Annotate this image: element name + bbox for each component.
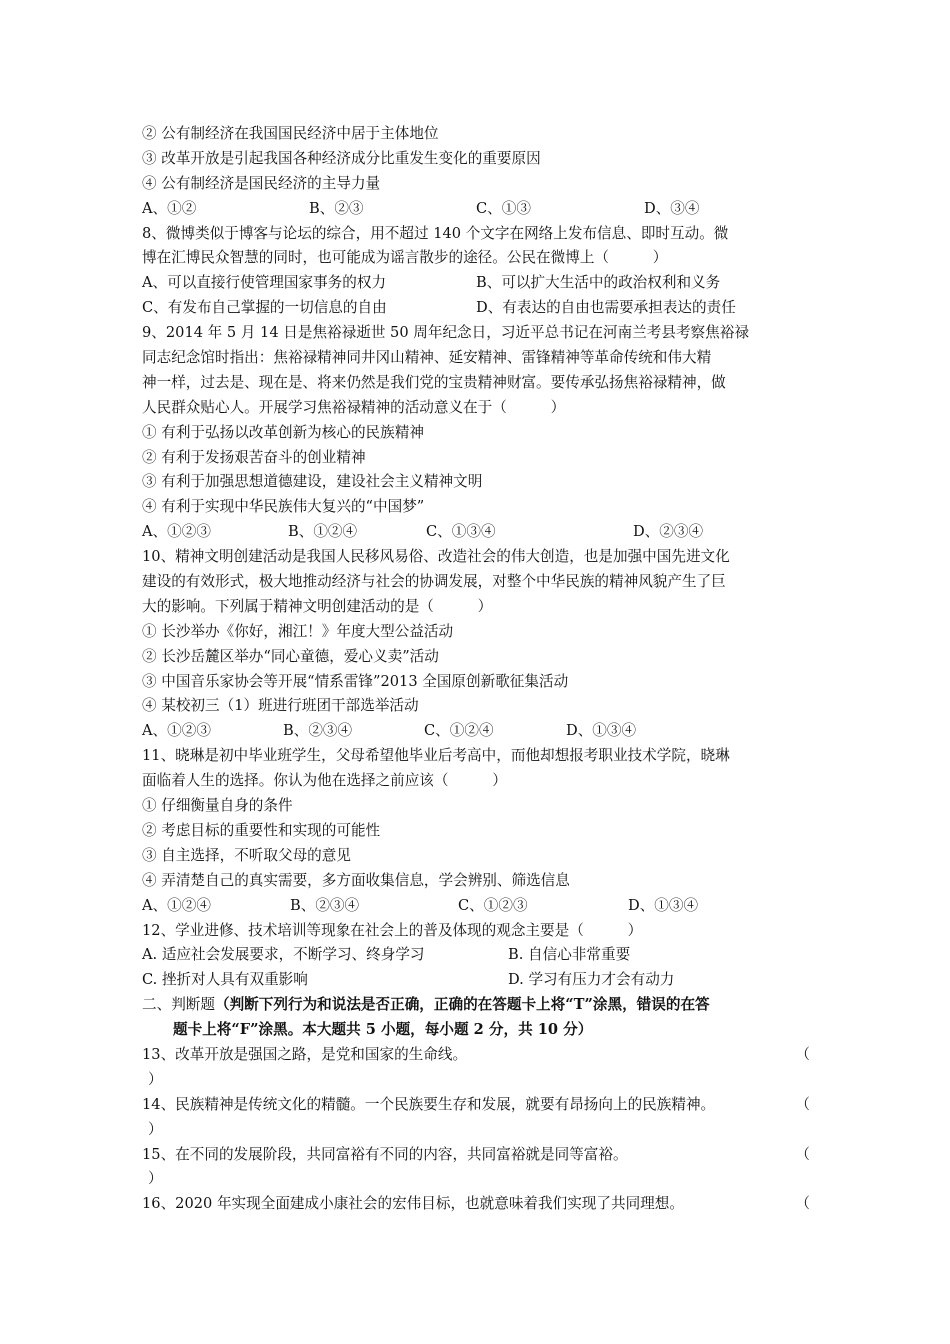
q8-stem-line-1: 8、微博类似于博客与论坛的综合，用不超过 140 个文字在网络上发布信息、即时互动。微 [142,224,729,242]
q9-item-1: ① 有利于弘扬以改革创新为核心的民族精神 [142,423,424,441]
judgment-15-open-paren: （ [795,1145,810,1163]
judgment-13-text: 13、改革开放是强国之路，是党和国家的生命线。 [142,1045,468,1063]
q11-item-3: ③ 自主选择，不听取父母的意见 [142,846,351,864]
judgment-14-text: 14、民族精神是传统文化的精髓。一个民族要生存和发展，就要有昂扬向上的民族精神。 [142,1095,716,1113]
q10-stem-line-2: 建设的有效形式，极大地推动经济与社会的协调发展，对整个中华民族的精神风貌产生了巨 [142,573,726,591]
q10-option-d: D、①③④ [566,722,637,740]
section-2-label: 二、判断题 [142,996,215,1014]
q10-option-a: A、①②③ [142,722,211,740]
q11-stem-line-1: 11、晓琳是初中毕业班学生，父母希望他毕业后考高中，而他却想报考职业技术学院，晓琳 [142,747,730,765]
judgment-14 [142,1093,812,1118]
q10-stem-line-1: 10、精神文明创建活动是我国人民移风易俗、改造社会的伟大创造，也是加强中国先进文化 [142,548,730,566]
q10-options [142,719,812,744]
q10-item-2: ② 长沙岳麓区举办“同心童德，爱心义卖”活动 [142,647,439,665]
q11-options [142,894,812,919]
q9-option-b: B、①②④ [288,523,358,541]
judgment-16 [142,1192,812,1217]
section-2-instruction-2: 题卡上将“F”涂黑。本大题共 5 小题，每小题 2 分，共 10 分） [173,1021,593,1039]
q8-options-row-1 [142,271,812,296]
q9-item-2: ② 有利于发扬艰苦奋斗的创业精神 [142,448,366,466]
q12-stem: 12、学业进修、技术培训等现象在社会上的普及体现的观念主要是（ ） [142,921,643,939]
section-2-instruction-1: （判断下列行为和说法是否正确，正确的在答题卡上将“T”涂黑，错误的在答 [214,996,710,1014]
judgment-14-close-paren: ） [148,1120,163,1138]
q9-option-a: A、①②③ [142,523,211,541]
q11-item-2: ② 考虑目标的重要性和实现的可能性 [142,821,381,839]
q11-option-a: A、①②④ [142,896,211,914]
q8-option-d: D、有表达的自由也需要承担表达的责任 [476,299,736,317]
q10-stem-line-3: 大的影响。下列属于精神文明创建活动的是（ ） [142,597,493,615]
q9-stem-line-2: 同志纪念馆时指出：焦裕禄精神同井冈山精神、延安精神、雷锋精神等革命传统和伟大精 [142,349,712,367]
q11-stem-line-2: 面临着人生的选择。你认为他在选择之前应该（ ） [142,772,507,790]
q9-stem-line-1: 9、2014 年 5 月 14 日是焦裕禄逝世 50 周年纪念日，习近平总书记在河南兰考县考察焦裕禄 [142,324,749,342]
judgment-15 [142,1143,812,1168]
judgment-16-text: 16、2020 年实现全面建成小康社会的宏伟目标，也就意味着我们实现了共同理想。 [142,1195,684,1213]
q7-item-4: ④ 公有制经济是国民经济的主导力量 [142,174,381,192]
q9-options [142,520,812,545]
q9-item-3: ③ 有利于加强思想道德建设，建设社会主义精神文明 [142,473,483,491]
judgment-16-open-paren: （ [795,1195,810,1213]
q9-stem-line-3: 神一样，过去是、现在是、将来仍然是我们党的宝贵精神财富。要传承弘扬焦裕禄精神，做 [142,373,726,391]
q9-option-c: C、①③④ [426,523,496,541]
q11-option-b: B、②③④ [290,896,360,914]
q11-option-c: C、①②③ [458,896,528,914]
judgment-15-close-paren: ） [148,1170,163,1188]
q12-option-a: A. 适应社会发展要求，不断学习、终身学习 [142,946,425,964]
q10-item-3: ③ 中国音乐家协会等开展“情系雷锋”2013 全国原创新歌征集活动 [142,672,569,690]
q12-options-row-1 [142,943,812,968]
q7-option-b: B、②③ [309,199,364,217]
q12-options-row-2 [142,968,812,993]
judgment-15-text: 15、在不同的发展阶段，共同富裕有不同的内容，共同富裕就是同等富裕。 [142,1145,628,1163]
q11-option-d: D、①③④ [628,896,699,914]
q11-item-4: ④ 弄清楚自己的真实需要，多方面收集信息，学会辨别、筛选信息 [142,871,570,889]
q8-option-b: B、可以扩大生活中的政治权利和义务 [476,274,721,292]
exam-page [142,122,812,1217]
judgment-14-open-paren: （ [795,1095,810,1113]
q11-item-1: ① 仔细衡量自身的条件 [142,797,293,815]
q10-item-1: ① 长沙举办《你好，湘江！》年度大型公益活动 [142,622,454,640]
q9-item-4: ④ 有利于实现中华民族伟大复兴的“中国梦” [142,498,425,516]
q7-item-3: ③ 改革开放是引起我国各种经济成分比重发生变化的重要原因 [142,149,541,167]
q7-option-a: A、①② [142,199,197,217]
q9-option-d: D、②③④ [633,523,704,541]
section-2-header [142,993,812,1018]
q8-options-row-2 [142,296,812,321]
q8-option-a: A、可以直接行使管理国家事务的权力 [142,274,387,292]
judgment-13 [142,1043,812,1068]
judgment-13-close-paren: ） [148,1070,163,1088]
q10-option-b: B、②③④ [283,722,353,740]
q9-stem-line-4: 人民群众贴心人。开展学习焦裕禄精神的活动意义在于（ ） [142,398,566,416]
q12-option-d: D. 学习有压力才会有动力 [508,971,675,989]
q7-options [142,197,812,222]
q12-option-c: C. 挫折对人具有双重影响 [142,971,308,989]
q10-item-4: ④ 某校初三（1）班进行班团干部选举活动 [142,697,419,715]
q7-item-2: ② 公有制经济在我国国民经济中居于主体地位 [142,125,439,142]
judgment-13-open-paren: （ [795,1045,810,1063]
q7-option-c: C、①③ [476,199,531,217]
q8-option-c: C、有发布自己掌握的一切信息的自由 [142,299,387,317]
q8-stem-line-2: 博在汇博民众智慧的同时，也可能成为谣言散步的途径。公民在微博上（ ） [142,249,668,267]
q10-option-c: C、①②④ [424,722,494,740]
q7-option-d: D、③④ [644,199,700,217]
q12-option-b: B. 自信心非常重要 [508,946,631,964]
